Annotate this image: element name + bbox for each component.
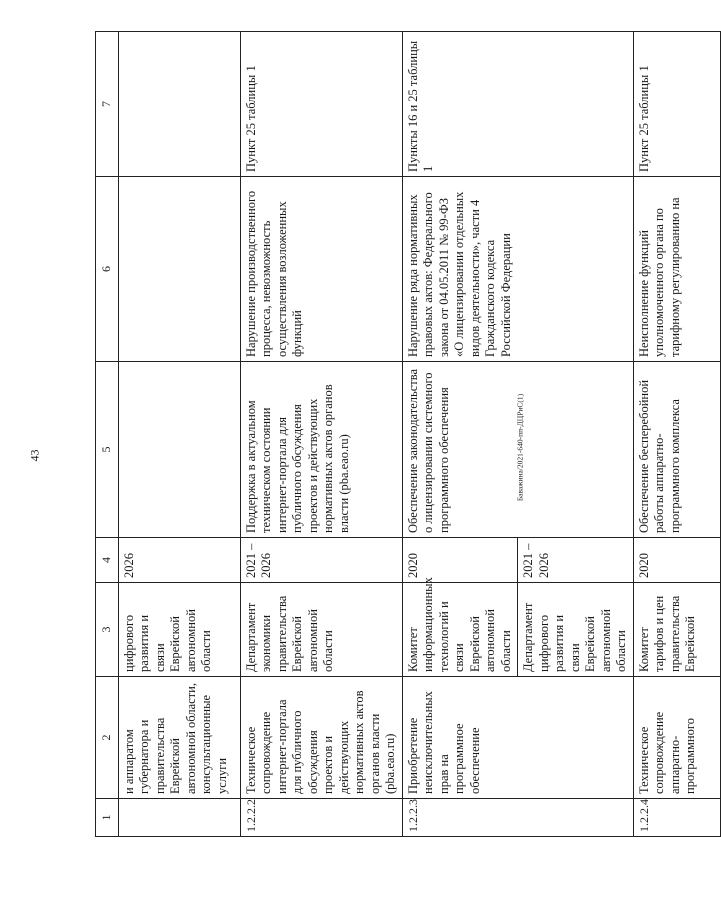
indicator-link: Пункт 25 таблицы 1 bbox=[633, 32, 720, 177]
column-header-5: 5 bbox=[96, 362, 119, 538]
activity-name: Приобретение неисключительных прав на программное обеспечение bbox=[402, 677, 633, 799]
executor-secondary: Департамент цифрового развития и связи Еврейской автономной области bbox=[518, 583, 634, 677]
period: 2021 – 2026 bbox=[240, 538, 402, 583]
activity-name: и аппаратом губернатора и правительства Еврейской автономной области, консультационные услуги bbox=[118, 677, 240, 799]
activity-name: Техническое сопровождение аппаратно-программного bbox=[633, 677, 720, 799]
table-header-row bbox=[96, 32, 119, 837]
expected-result: Обеспечение бесперебойной работы аппаратно-программного комплекса bbox=[633, 362, 720, 538]
column-header-6: 6 bbox=[96, 177, 119, 362]
table-row bbox=[402, 32, 518, 837]
period: 2020 bbox=[633, 538, 720, 583]
table-row bbox=[633, 32, 720, 837]
period: 2026 bbox=[118, 538, 240, 583]
footer-document-code: Баважина/2021-640-пп-ДЦРиС(1) bbox=[515, 393, 525, 502]
table-row bbox=[240, 32, 402, 837]
column-header-7: 7 bbox=[96, 32, 119, 177]
column-header-3: 3 bbox=[96, 583, 119, 677]
indicator-link bbox=[118, 32, 240, 177]
executor: Департамент экономики правительства Еврейской автономной области bbox=[240, 583, 402, 677]
consequences: Неисполнение функций уполномоченного органа по тарифному регулированию на bbox=[633, 177, 720, 362]
row-number bbox=[118, 799, 240, 837]
executor: Комитет информационных технологий и связи Еврейской автономной области bbox=[402, 583, 518, 677]
period: 2020 bbox=[402, 538, 518, 583]
expected-result: Обеспечение законодательства о лицензировании системного программного обеспечения bbox=[402, 362, 633, 538]
activity-name: Техническое сопровождение интернет-портала для публичного обсуждения проектов и действующих нормативных актов органов власти (pba.eao.ru) bbox=[240, 677, 402, 799]
row-number: 1.2.2.2 bbox=[240, 799, 402, 837]
column-header-1: 1 bbox=[96, 799, 119, 837]
table-wrapper bbox=[95, 32, 697, 837]
activities-table bbox=[95, 31, 721, 837]
page-number: 43 bbox=[27, 449, 42, 462]
executor: цифрового развития и связи Еврейской автономной области bbox=[118, 583, 240, 677]
expected-result bbox=[118, 362, 240, 538]
consequences: Нарушение ряда нормативных правовых актов: Федерального закона от 04.05.2011 № 99-ФЗ «О лицензировании отдельных видов деятельности», части 4 Гражданского кодекса Российской Федерации bbox=[402, 177, 633, 362]
column-header-2: 2 bbox=[96, 677, 119, 799]
rotated-page-area bbox=[95, 32, 697, 837]
executor: Комитет тарифов и цен правительства Еврейской bbox=[633, 583, 720, 677]
column-header-4: 4 bbox=[96, 538, 119, 583]
row-number: 1.2.2.4 bbox=[633, 799, 720, 837]
consequences: Нарушение производственного процесса, невозможность осуществления возложенных функций bbox=[240, 177, 402, 362]
period-secondary: 2021 – 2026 bbox=[518, 538, 634, 583]
indicator-link: Пункт 25 таблицы 1 bbox=[240, 32, 402, 177]
row-number: 1.2.2.3 bbox=[402, 799, 633, 837]
expected-result: Поддержка в актуальном техническом состоянии интернет-портала для публичного обсуждения проектов и действующих нормативных актов органов власти (pba.eao.ru) bbox=[240, 362, 402, 538]
indicator-link: Пункты 16 и 25 таблицы 1 bbox=[402, 32, 633, 177]
table-row bbox=[118, 32, 240, 837]
consequences bbox=[118, 177, 240, 362]
